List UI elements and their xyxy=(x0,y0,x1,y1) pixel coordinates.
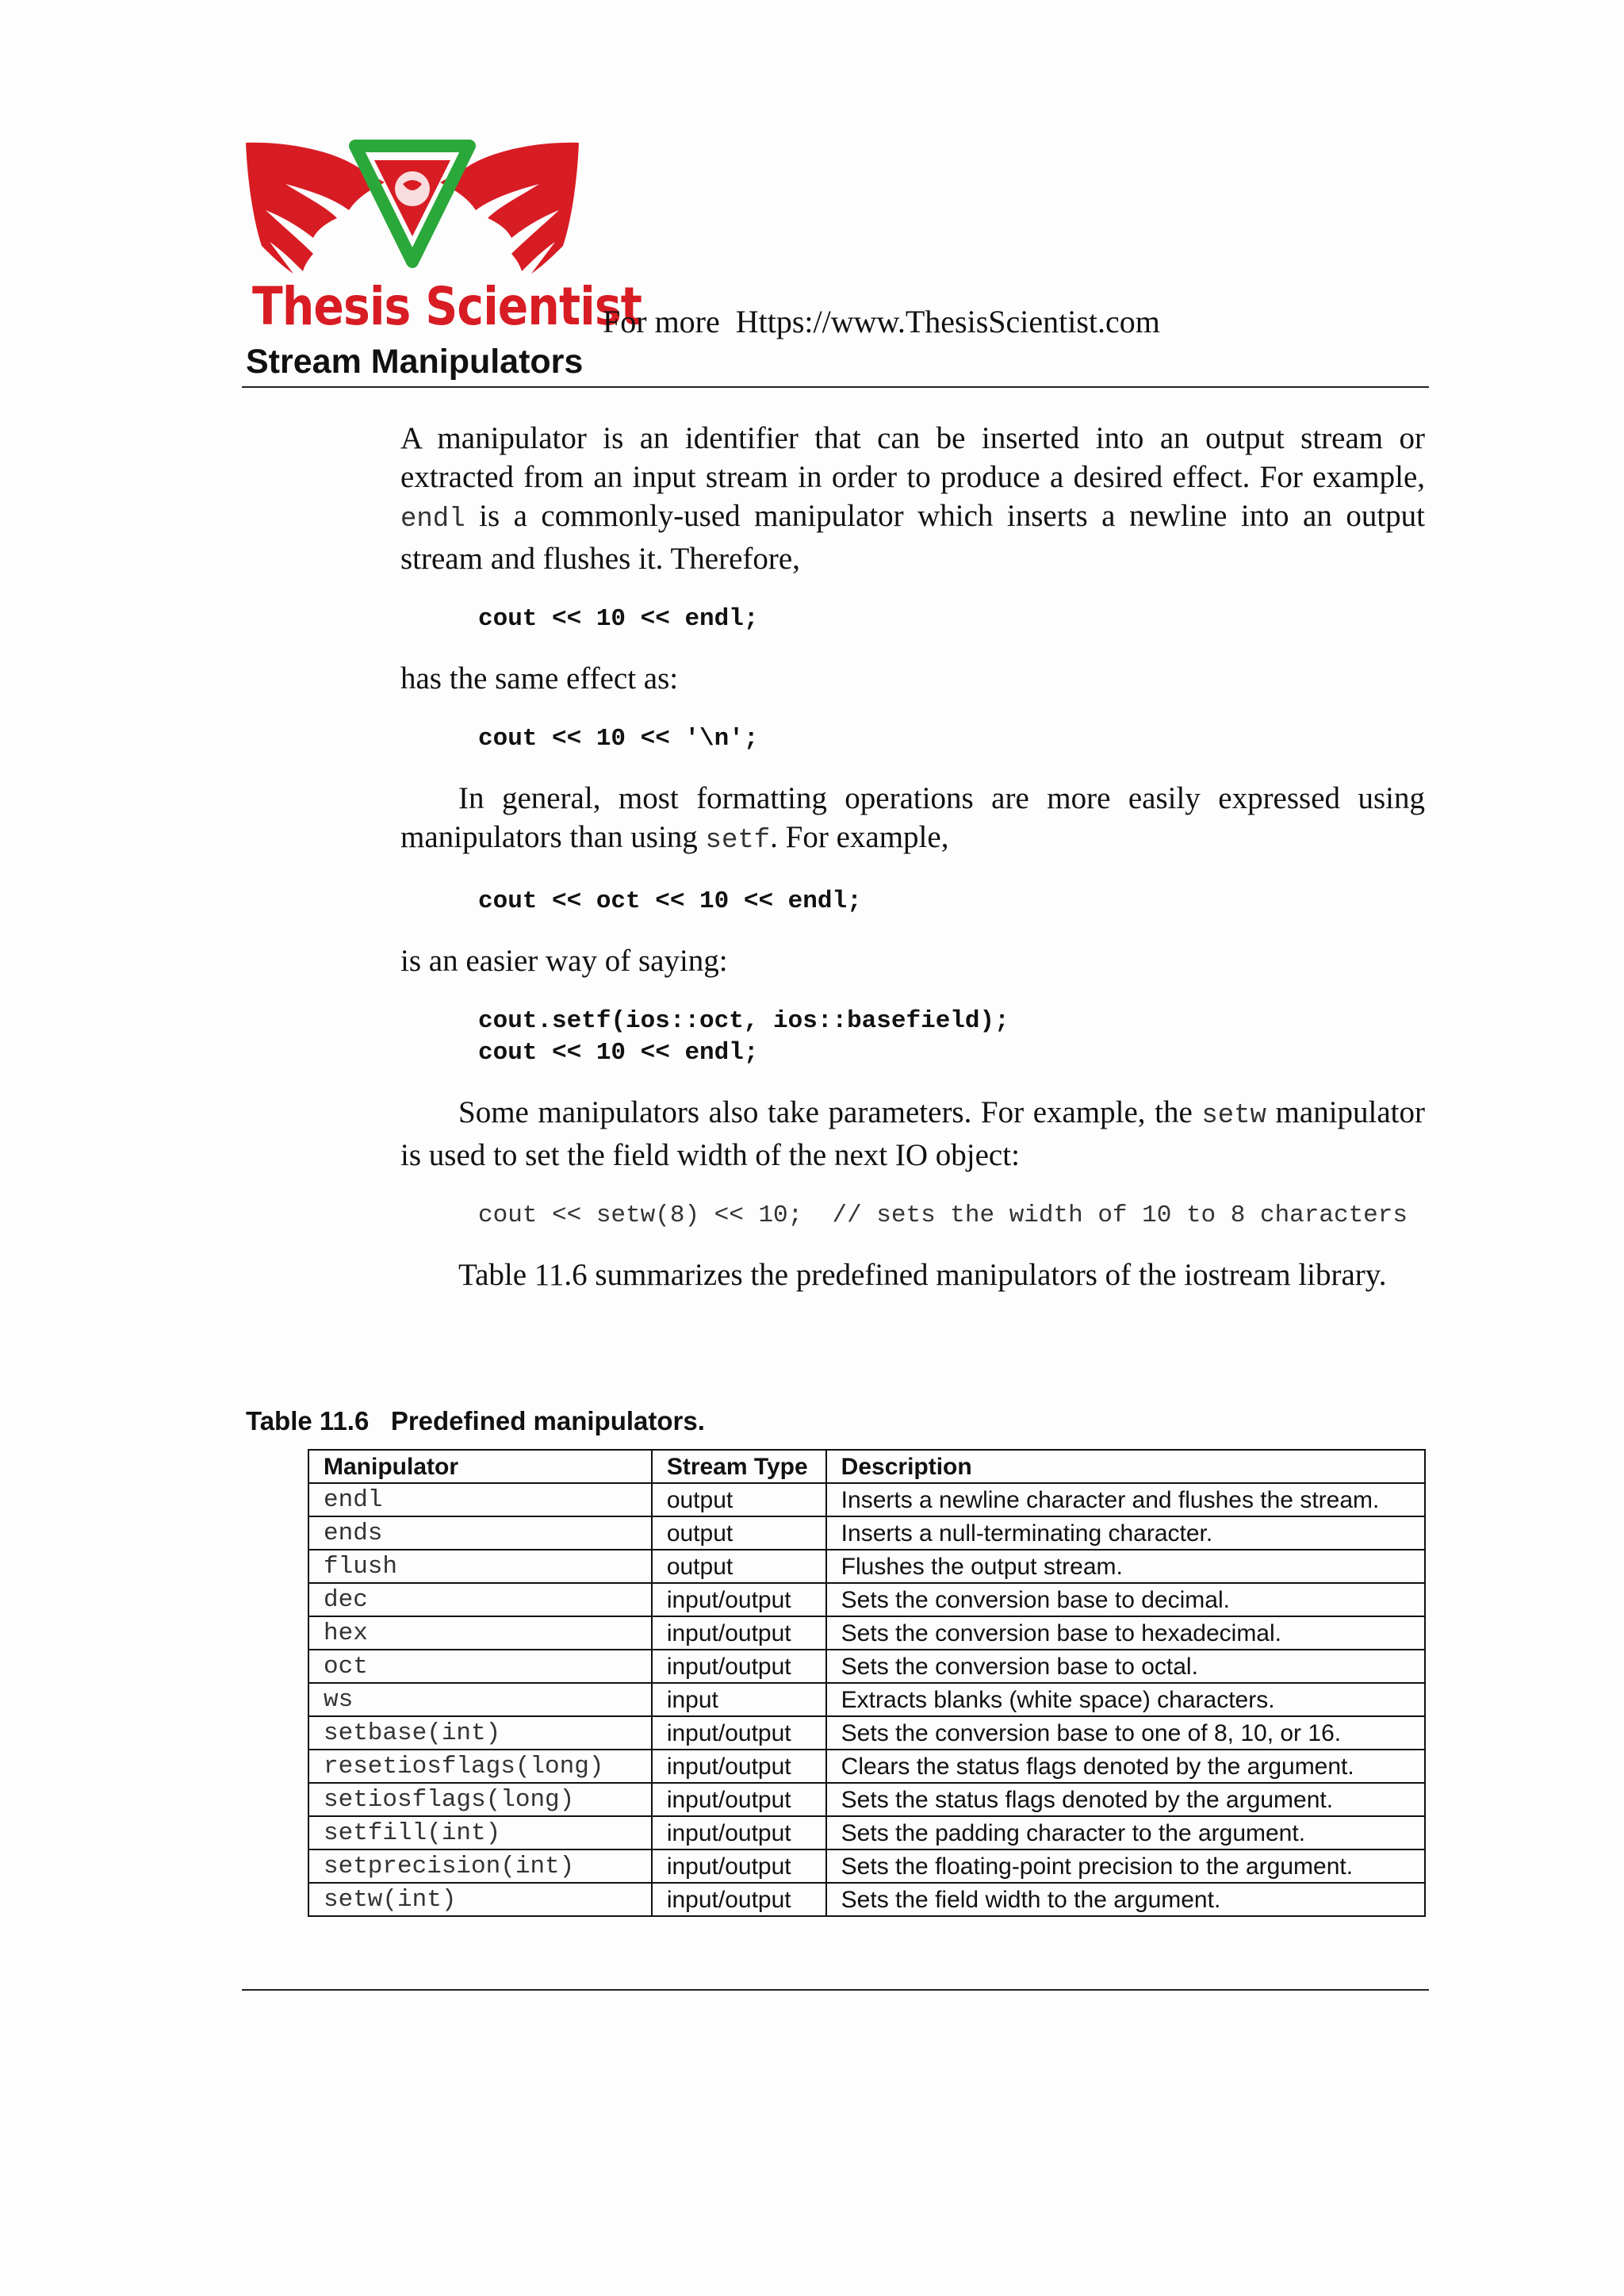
description-cell: Sets the field width to the argument. xyxy=(826,1883,1425,1916)
paragraph: Table 11.6 summarizes the predefined manipulators of the iostream library. xyxy=(458,1258,1387,1292)
description-cell: Sets the conversion base to octal. xyxy=(826,1650,1425,1683)
table-row xyxy=(308,1716,1425,1750)
description-cell: Sets the conversion base to decimal. xyxy=(826,1583,1425,1616)
stream-type-cell: output xyxy=(652,1516,826,1550)
section-title: Stream Manipulators xyxy=(246,343,584,381)
code-block: cout << 10 << endl; xyxy=(478,605,759,633)
inline-code: setw xyxy=(1201,1101,1266,1131)
description-cell: Sets the status flags denoted by the argument. xyxy=(826,1783,1425,1816)
inline-code: endl xyxy=(400,504,465,535)
table-row xyxy=(308,1816,1425,1849)
table-row xyxy=(308,1849,1425,1883)
table-row xyxy=(308,1483,1425,1516)
manipulator-cell: ws xyxy=(308,1683,652,1716)
paragraph-text: In general, most formatting operations are more easily expressed using manipulators than using xyxy=(400,781,1425,854)
table-row xyxy=(308,1650,1425,1683)
stream-type-cell: input/output xyxy=(652,1716,826,1750)
stream-type-cell: output xyxy=(652,1483,826,1516)
description-cell: Sets the conversion base to one of 8, 10, or 16. xyxy=(826,1716,1425,1750)
code-block: cout << oct << 10 << endl; xyxy=(478,887,862,915)
brand-wordmark: Thesis Scientist xyxy=(252,276,642,337)
paragraph-text: is a commonly-used manipulator which inserts a newline into an output stream and flushes it. Therefore, xyxy=(400,499,1425,576)
table-row xyxy=(308,1616,1425,1650)
stream-type-cell: output xyxy=(652,1550,826,1583)
stream-type-cell: input/output xyxy=(652,1616,826,1650)
paragraph-text: A manipulator is an identifier that can be inserted into an output stream or extracted from an input stream in order to produce a desired effect. For example, xyxy=(400,421,1425,494)
manipulator-cell: setfill(int) xyxy=(308,1816,652,1849)
paragraph: has the same effect as: xyxy=(400,661,679,696)
description-cell: Sets the floating-point precision to the argument. xyxy=(826,1849,1425,1883)
header-divider xyxy=(242,386,1429,388)
table-caption: Table 11.6 Predefined manipulators. xyxy=(246,1406,705,1435)
table-row xyxy=(308,1783,1425,1816)
manipulator-cell: oct xyxy=(308,1650,652,1683)
stream-type-cell: input/output xyxy=(652,1816,826,1849)
column-header: Manipulator xyxy=(308,1450,652,1483)
description-cell: Inserts a null-terminating character. xyxy=(826,1516,1425,1550)
manipulators-table xyxy=(308,1449,1426,1917)
description-cell: Sets the conversion base to hexadecimal. xyxy=(826,1616,1425,1650)
table-row xyxy=(308,1516,1425,1550)
description-cell: Extracts blanks (white space) characters. xyxy=(826,1683,1425,1716)
table-row xyxy=(308,1583,1425,1616)
column-header: Description xyxy=(826,1450,1425,1483)
paragraph xyxy=(400,1093,1425,1175)
manipulator-cell: ends xyxy=(308,1516,652,1550)
footer-divider xyxy=(242,1989,1429,1991)
stream-type-cell: input/output xyxy=(652,1650,826,1683)
stream-type-cell: input/output xyxy=(652,1849,826,1883)
table-row xyxy=(308,1750,1425,1783)
document-body xyxy=(400,419,1425,1294)
website-link-text: For more Https://www.ThesisScientist.com xyxy=(603,304,1160,339)
code-block: cout << 10 << '\n'; xyxy=(478,725,759,753)
paragraph-text: . For example, xyxy=(770,820,949,854)
manipulator-cell: setw(int) xyxy=(308,1883,652,1916)
manipulator-cell: flush xyxy=(308,1550,652,1583)
paragraph-text: manipulator is used to set the field width of the next IO object: xyxy=(400,1095,1425,1172)
paragraph-intro xyxy=(400,419,1425,578)
code-block: cout.setf(ios::oct, ios::basefield); xyxy=(478,1007,1009,1035)
paragraph xyxy=(400,779,1425,861)
description-cell: Inserts a newline character and flushes the stream. xyxy=(826,1483,1425,1516)
manipulator-cell: setbase(int) xyxy=(308,1716,652,1750)
manipulator-cell: hex xyxy=(308,1616,652,1650)
manipulator-cell: setprecision(int) xyxy=(308,1849,652,1883)
table-row xyxy=(308,1683,1425,1716)
stream-type-cell: input/output xyxy=(652,1750,826,1783)
manipulator-cell: resetiosflags(long) xyxy=(308,1750,652,1783)
manipulator-cell: setiosflags(long) xyxy=(308,1783,652,1816)
table-header-row xyxy=(308,1450,1425,1483)
column-header: Stream Type xyxy=(652,1450,826,1483)
manipulator-cell: endl xyxy=(308,1483,652,1516)
description-cell: Clears the status flags denoted by the argument. xyxy=(826,1750,1425,1783)
table-row xyxy=(308,1883,1425,1916)
stream-type-cell: input/output xyxy=(652,1583,826,1616)
table-row xyxy=(308,1550,1425,1583)
stream-type-cell: input/output xyxy=(652,1783,826,1816)
stream-type-cell: input/output xyxy=(652,1883,826,1916)
code-block: cout << setw(8) << 10; // sets the width of 10 to 8 characters xyxy=(478,1202,1408,1229)
inline-code: setf xyxy=(705,826,771,856)
code-block: cout << 10 << endl; xyxy=(478,1039,759,1067)
description-cell: Sets the padding character to the argument. xyxy=(826,1816,1425,1849)
paragraph-text: Some manipulators also take parameters. For example, the xyxy=(458,1095,1202,1129)
paragraph: is an easier way of saying: xyxy=(400,944,728,978)
stream-type-cell: input xyxy=(652,1683,826,1716)
manipulator-cell: dec xyxy=(308,1583,652,1616)
description-cell: Flushes the output stream. xyxy=(826,1550,1425,1583)
